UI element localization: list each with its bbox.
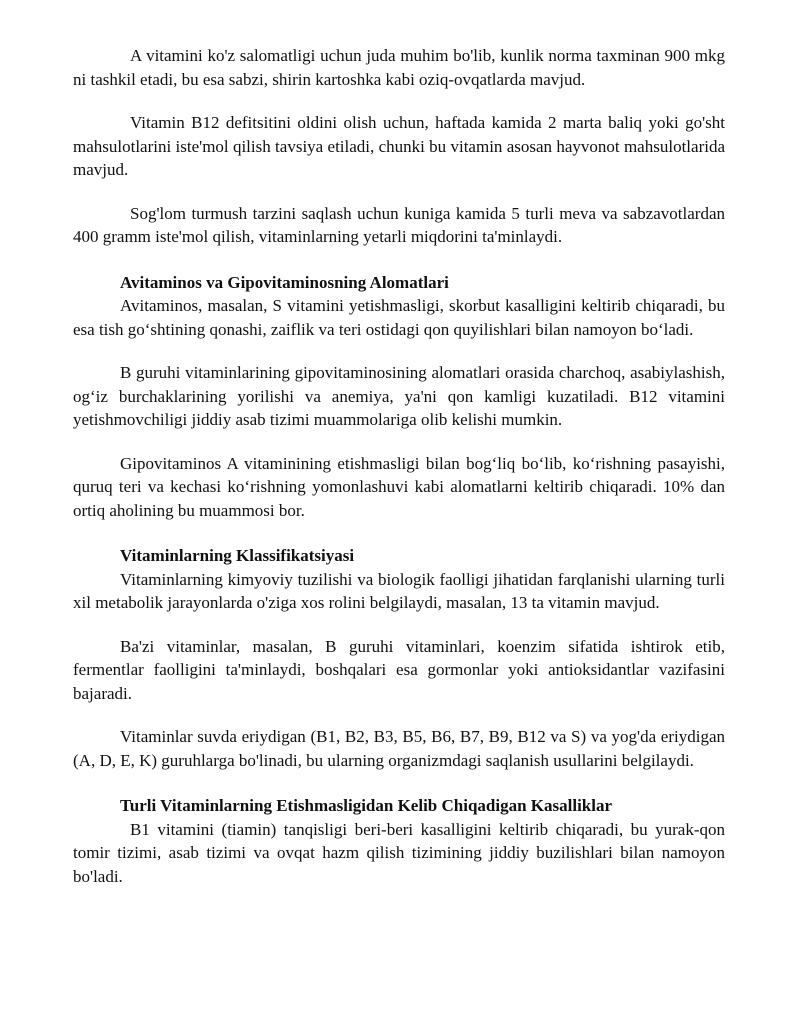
paragraph: B1 vitamini (tiamin) tanqisligi beri-beri kasalligini keltirib chiqaradi, bu yurak-qon tomir tizimi, asab tizimi va ovqat hazm qilish tizimining jiddiy buzilishlari bilan namoyon bo'ladi. bbox=[73, 819, 725, 886]
paragraph: Vitaminlarning kimyoviy tuzilishi va biologik faolligi jihatidan farqlanishi ularning turli xil metabolik jarayonlarda o'ziga xos rolini belgilaydi, masalan, 13 ta vitamin mavjud. bbox=[73, 569, 725, 612]
paragraph: Vitamin B12 defitsitini oldini olish uchun, haftada kamida 2 marta baliq yoki go'sht mahsulotlarini iste'mol qilish tavsiya etiladi, chunki bu vitamin asosan hayvonot mahsulotlarida mavjud. bbox=[73, 113, 725, 179]
paragraph: B guruhi vitaminlarining gipovitaminosining alomatlari orasida charchoq, asabiylashish, og‘iz burchaklarining yorilishi va anemiya, ya'ni qon kamligi kuzatiladi. B12 vitamini yetishmovchiligi jiddiy asab tizimi muammolariga olib kelishi mumkin. bbox=[73, 363, 725, 429]
paragraph: Ba'zi vitaminlar, masalan, B guruhi vitaminlari, koenzim sifatida ishtirok etib, fermentlar faolligini ta'minlaydi, boshqalari esa gormonlar yoki antioksidantlar vazifasini bajaradi. bbox=[73, 636, 725, 703]
paragraph: Gipovitaminos A vitaminining etishmasligi bilan bog‘liq bo‘lib, ko‘rishning pasayishi, quruq teri va kechasi ko‘rishning yomonlashuvi kabi alomatlarni keltirib chiqaradi. 10% dan ortiq aholining bu muammosi bor. bbox=[73, 453, 725, 520]
paragraph: Avitaminos, masalan, S vitamini yetishmasligi, skorbut kasalligini keltirib chiqaradi, bu esa tish go‘shtining qonashi, zaiflik va teri ostidagi qon quyilishlari bilan namoyon bo‘ladi. bbox=[73, 296, 725, 339]
section-heading: Avitaminos va Gipovitaminosning Alomatlari bbox=[120, 272, 449, 292]
paragraph: A vitamini ko'z salomatligi uchun juda muhim bo'lib, kunlik norma taxminan 900 mkg ni tashkil etadi, bu esa sabzi, shirin kartoshka kabi oziq-ovqatlarda mavjud. bbox=[73, 46, 725, 89]
paragraph: Vitaminlar suvda eriydigan (B1, B2, B3, B5, B6, B7, B9, B12 va S) va yog'da eriydigan (A, D, E, K) guruhlarga bo'linadi, bu ularning organizmdagi saqlanish usullarini belgilaydi. bbox=[73, 727, 725, 770]
section-heading: Turli Vitaminlarning Etishmasligidan Kelib Chiqadigan Kasalliklar bbox=[120, 796, 613, 815]
section-heading: Vitaminlarning Klassifikatsiyasi bbox=[120, 546, 355, 565]
document-page bbox=[73, 44, 725, 888]
paragraph: Sog'lom turmush tarzini saqlash uchun kuniga kamida 5 turli meva va sabzavotlardan 400 gramm iste'mol qilish, vitaminlarning yetarli miqdorini ta'minlaydi. bbox=[73, 203, 725, 246]
